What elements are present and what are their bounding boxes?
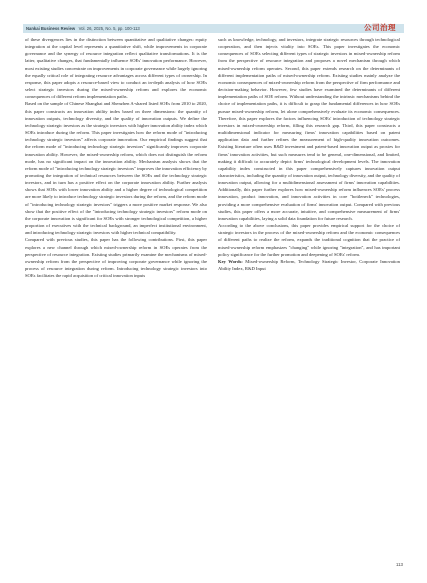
body-paragraph: Based on the sample of Chinese Shanghai and Shenzhen A-shared listed SOEs from 2010 to 2020, this paper constructs an innovation ability index based on three dimensions: the quantity of innovation outputs, technology diversity, and the quality of innovation outputs. We define the technology strategic investors as the strategic investors with higher innovation ability index which SOEs introduce during the reform. This paper investigates how the reform mode of "introducing technology strategic investors" affects corporate innovation. Our empirical findings suggest that the reform mode of "introducing technology strategic investors" significantly improves corporate innovation ability. However, the mixed-ownership reform, which does not distinguish the reform mode, has no significant impact on the innovation ability. Mechanism analysis shows that the reform mode of "introducing technology strategic investors" improves the innovation efficiency by promoting the integration of technical resources between the SOEs and the technology strategic investors, and in turn has a positive effect on the corporate innovation ability. Further analysis shows that SOEs with lower innovation ability and a higher degree of technological competition are more likely to introduce technology strategic investors during the reform, and the reform mode of "introducing technology strategic investors" triggers a more positive market response. We also show that the positive effect of the "introducing technology strategic investors" reform mode on the corporate innovation is significant for SOEs with stronger technological competition, a higher proportion of executives with the technical background, an imperfect institutional environment, and introducing technology strategic investors with higher technical compatibility. xyxy=(25,101,207,236)
left-column xyxy=(25,36,207,544)
journal-name: Nankai Business Review xyxy=(26,26,76,31)
issue-info: Vol. 26, 2025, No. 5, pp. 100-113 xyxy=(78,26,140,31)
keywords xyxy=(218,258,400,272)
keywords-text: Mixed-ownership Reform, Technology Strategic Investor, Corporate Innovation Ability Index, R&D Input xyxy=(218,258,400,271)
journal-info xyxy=(26,24,140,33)
section-title: 公司治理 xyxy=(364,23,396,32)
running-header xyxy=(23,24,404,33)
body-paragraph: According to the above conclusions, this paper provides empirical support for the choice of strategic investors in the process of the mixed-ownership reform and the economic consequences of different paths to realize the reform, expands the traditional cognition that the practice of mixed-ownership reform emphasizes "changing" while ignoring "integration", and has important policy significance for the further promotion and deepening of SOEs' reform. xyxy=(218,223,400,257)
body-paragraph: such as knowledge, technology, and investors, integrate strategic resources through technological cooperation, and then injects vitality into SOEs. This paper investigates the economic consequences of SOEs selecting different types of strategic investors in mixed-ownership reform from the perspective of resource integration and proposes a novel mechanism through which mixed-ownership reform operates. Second, this paper extends research on the determinants of different implementation paths of mixed-ownership reform. Existing studies mainly analyze the economic consequences of mixed-ownership reform from the perspective of firm performance and decision-making behavior. However, few studies have examined the determinants of different implementation paths of SOE reform. Without understanding the intrinsic mechanisms behind the choice of implementation paths, it is difficult to grasp the fundamental differences in how SOEs pursue mixed-ownership reform, let alone comprehensively evaluate its economic consequences. Therefore, this paper explores the factors influencing SOEs' introduction of technology strategic investors in mixed-ownership reform, filling this research gap. Third, this paper constructs a multidimensional indicator for measuring firms' innovation capabilities based on patent application data and further refines the measurement of high-quality innovation outcomes. Existing literature often uses R&D investment and patent-based innovation output as proxies for firms' innovation activities, but such measures tend to be general, one-dimensional, and limited, making it difficult to accurately depict firms' technological development levels. The innovation capability index constructed in this paper comprehensively captures innovation output characteristics, including the quantity of innovation output, technology diversity, and the quality of innovation output, allowing for a multidimensional assessment of firms' innovation capabilities. Additionally, this paper further explores how mixed-ownership reform influences SOEs' process innovation, product innovation, and innovation activities in core "bottleneck" technologies, providing a more comprehensive evaluation of firms' innovation output. Compared with previous studies, this paper offers a more accurate, intuitive, and comprehensive measurement of firms' innovation capabilities, laying a solid data foundation for future research. xyxy=(218,37,400,221)
right-column xyxy=(218,36,400,544)
page-number: 113 xyxy=(396,562,403,567)
body-paragraph: of these divergences lies in the distinction between quantitative and qualitative changes: equity integration at the capital level represents a quantitative shift, while improvements in corporate governance and the synergy of resource integration reflect qualitative transformations. It is the latter, qualitative changes, that fundamentally influence SOEs' innovation performance. However, most existing studies concentrate on improvements in corporate governance while largely ignoring the equally critical role of integrating resource advantages across different types of ownership. In response, this paper adopts a resource-based view to conduct an in-depth analysis of how SOEs select strategic investors during the mixed-ownership reform and explores the economic consequences of different reform implementation paths. xyxy=(25,37,207,100)
body-paragraph: Compared with previous studies, this paper has the following contributions. First, this paper explores a new channel through which mixed-ownership reform in SOEs operates from the perspective of resource integration. Existing studies primarily examine the mechanisms of mixed-ownership reform from the perspective of improving corporate governance while ignoring the process of resource integration during reform. Introducing technology strategic investors into SOEs facilitates the rapid acquisition of critical innovation inputs xyxy=(25,237,207,279)
keywords-label: Key Words: xyxy=(218,258,243,264)
